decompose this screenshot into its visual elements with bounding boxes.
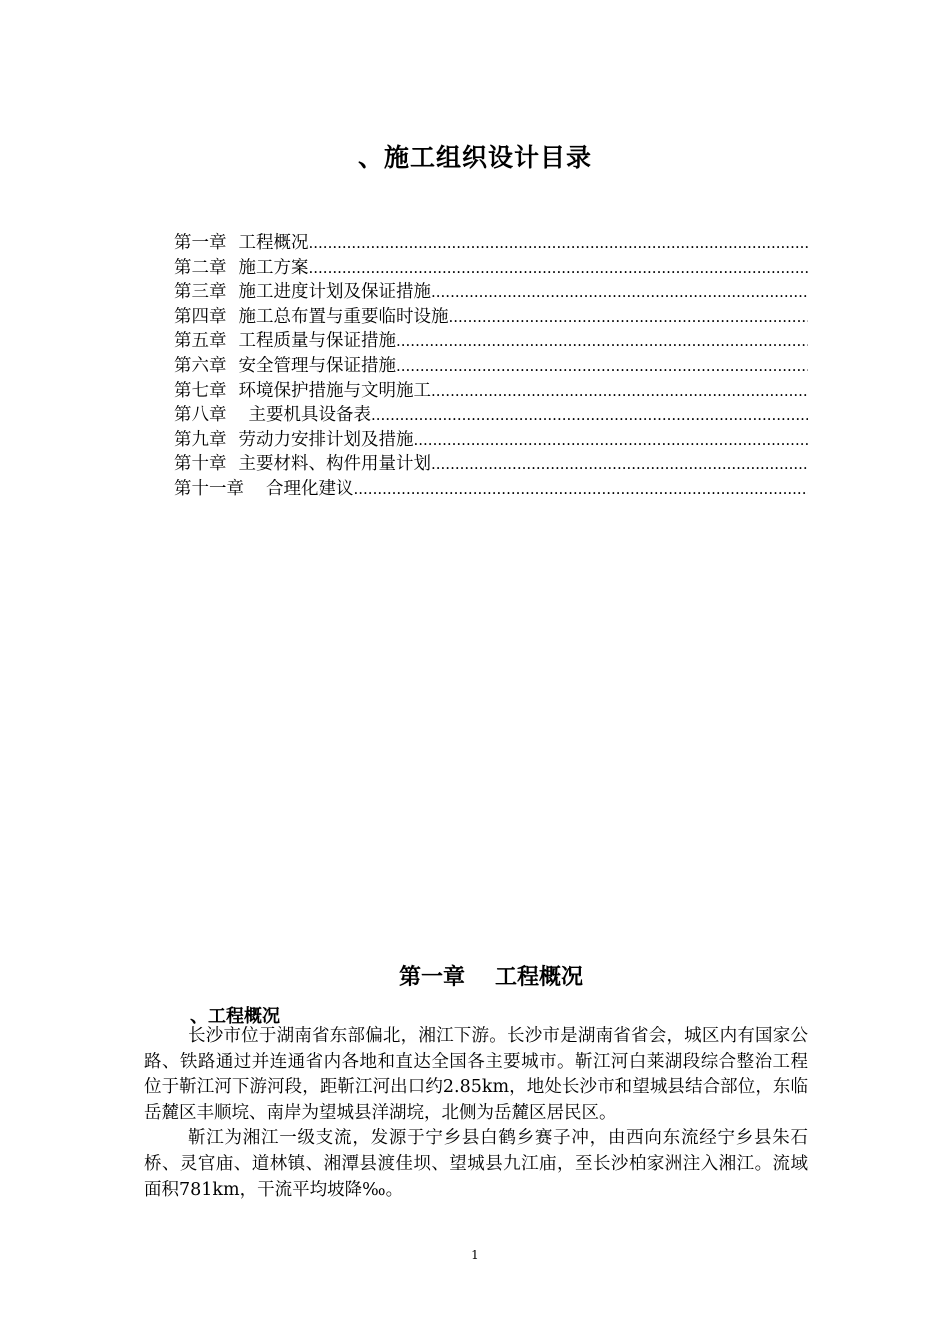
- table-of-contents: [174, 231, 808, 502]
- toc-item[interactable]: [174, 403, 808, 428]
- toc-chapter-label: 施工进度计划及保证措施: [238, 282, 431, 303]
- toc-item[interactable]: [174, 329, 808, 354]
- toc-item[interactable]: [174, 256, 808, 281]
- toc-leader-dots: [396, 329, 808, 354]
- toc-leader-dots: [431, 280, 808, 305]
- toc-item[interactable]: [174, 354, 808, 379]
- toc-leader-dots: [449, 305, 809, 330]
- toc-item[interactable]: [174, 231, 808, 256]
- chapter-heading-title: 工程概况: [495, 965, 584, 990]
- toc-chapter-label: 施工方案: [238, 257, 309, 278]
- toc-leader-dots: [309, 231, 809, 256]
- toc-chapter-number: 第六章: [174, 355, 227, 376]
- toc-chapter-number: 第七章: [174, 380, 227, 401]
- chapter-heading: [399, 960, 583, 991]
- toc-chapter-number: 第十章: [174, 454, 227, 475]
- toc-item[interactable]: [174, 305, 808, 330]
- toc-leader-dots: [431, 379, 808, 404]
- paragraph: 靳江为湘江一级支流，发源于宁乡县白鹤乡赛子冲，由西向东流经宁乡县朱石桥、灵官庙、道林镇、湘潭县渡佳坝、望城县九江庙，至长沙柏家洲注入湘江。流域面积781km，干流平均坡降‰。: [144, 1128, 808, 1200]
- toc-chapter-label: 主要机具设备表: [248, 405, 371, 426]
- toc-chapter-number: 第三章: [174, 282, 227, 303]
- toc-chapter-number: 第五章: [174, 331, 227, 352]
- toc-title: 、施工组织设计目录: [357, 143, 592, 172]
- toc-chapter-number: 第四章: [174, 306, 227, 327]
- toc-item[interactable]: [174, 428, 808, 453]
- toc-chapter-number: 第一章: [174, 233, 227, 253]
- toc-chapter-number: 第二章: [174, 257, 227, 278]
- toc-chapter-label: 安全管理与保证措施: [238, 355, 396, 376]
- toc-chapter-number: 第八章: [174, 405, 227, 426]
- toc-chapter-number: 第十一章: [174, 478, 244, 499]
- toc-leader-dots: [431, 452, 808, 477]
- toc-chapter-label: 主要材料、构件用量计划: [238, 454, 431, 475]
- chapter-heading-number: 第一章: [399, 965, 466, 990]
- toc-item[interactable]: [174, 477, 808, 502]
- body-text: [144, 1024, 808, 1203]
- section-heading: 、工程概况: [190, 1006, 280, 1027]
- toc-item[interactable]: [174, 280, 808, 305]
- toc-leader-dots: [354, 477, 809, 502]
- toc-chapter-label: 劳动力安排计划及措施: [238, 429, 414, 450]
- toc-chapter-label: 工程概况: [238, 233, 309, 253]
- toc-chapter-label: 合理化建议: [266, 478, 354, 499]
- page-number: 1: [471, 1248, 479, 1262]
- toc-leader-dots: [309, 256, 809, 281]
- toc-leader-dots: [414, 428, 809, 453]
- toc-item[interactable]: [174, 379, 808, 404]
- toc-leader-dots: [396, 354, 808, 379]
- toc-leader-dots: [371, 403, 808, 428]
- paragraph: 长沙市位于湖南省东部偏北，湘江下游。长沙市是湖南省省会，城区内有国家公路、铁路通过并连通省内各地和直达全国各主要城市。靳江河白莱湖段综合整治工程位于靳江河下游河段，距靳江河出口约2.85km，地处长沙市和望城县结合部位，东临岳麓区丰顺垸、南岸为望城县洋湖垸，北侧为岳麓区居民区。: [144, 1026, 808, 1123]
- toc-chapter-label: 施工总布置与重要临时设施: [238, 306, 449, 327]
- toc-item[interactable]: [174, 452, 808, 477]
- toc-chapter-label: 环境保护措施与文明施工: [238, 380, 431, 401]
- toc-chapter-label: 工程质量与保证措施: [238, 331, 396, 352]
- toc-chapter-number: 第九章: [174, 429, 227, 450]
